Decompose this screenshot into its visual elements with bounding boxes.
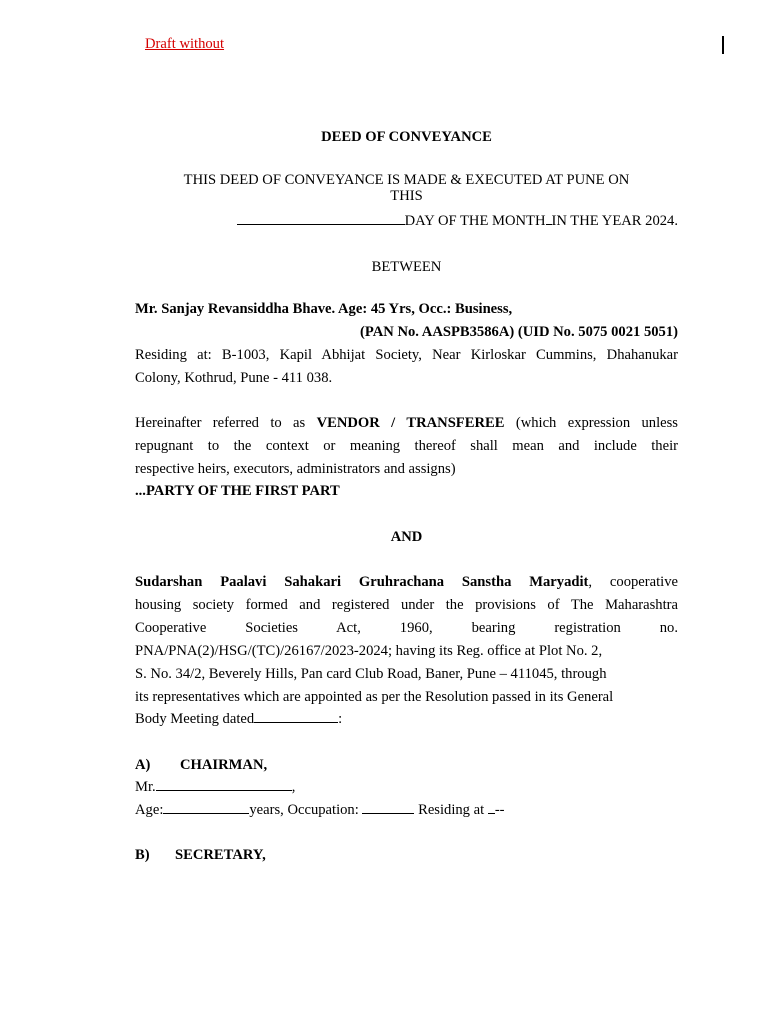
party2-line-1: [135, 571, 678, 594]
deed-year-text: IN THE YEAR 2024.: [551, 213, 678, 229]
day-blank[interactable]: [237, 210, 405, 225]
party1-ref-line-2: repugnant to the context or meaning thereof shall mean and include their: [135, 438, 678, 454]
deed-date-line: [135, 210, 678, 233]
party2-line-4: PNA/PNA(2)/HSG/(TC)/26167/2023-2024; having its Reg. office at Plot No. 2,: [135, 643, 603, 659]
mr-label: Mr.: [135, 779, 156, 795]
ref-suffix: (which expression unless: [504, 415, 678, 431]
chairman-name-line: [135, 776, 678, 799]
party2-line-2: housing society formed and registered under the provisions of The Maharashtra: [135, 597, 678, 613]
party1-address-2: Colony, Kothrud, Pune - 411 038.: [135, 370, 333, 386]
party2-line-3: Cooperative Societies Act, 1960, bearing registration no.: [135, 620, 678, 636]
deed-made-line-2: THIS: [390, 188, 423, 204]
party2-line-6: its representatives which are appointed as per the Resolution passed in its General: [135, 689, 614, 705]
section-a-heading: [135, 754, 678, 777]
vendor-label: VENDOR / TRANSFEREE: [316, 415, 505, 431]
section-b-title: SECRETARY,: [175, 847, 266, 863]
age-blank[interactable]: [163, 799, 249, 814]
party1-ids: (PAN No. AASPB3586A) (UID No. 5075 0021 5051): [360, 324, 678, 340]
deed-made-line-1: THIS DEED OF CONVEYANCE IS MADE & EXECUTED AT PUNE ON: [183, 172, 630, 188]
meeting-dated-label: Body Meeting dated: [135, 711, 255, 727]
deed-title: DEED OF CONVEYANCE: [321, 129, 492, 145]
residing-label: Residing at: [414, 802, 488, 818]
society-name: Sudarshan Paalavi Sahakari Gruhrachana Sanstha Maryadit: [135, 574, 589, 590]
party1-ref-line-1: [135, 412, 678, 435]
mr-comma: ,: [291, 779, 296, 795]
occupation-label: years, Occupation:: [249, 802, 363, 818]
deed-made-line: [135, 172, 678, 204]
meeting-date-blank[interactable]: [254, 708, 338, 723]
text-cursor: [722, 36, 724, 54]
party1-ref-line-3: respective heirs, executors, administrators and assigns): [135, 461, 456, 477]
draft-watermark-label: Draft without: [145, 36, 225, 52]
chairman-details-line: [135, 799, 678, 822]
section-b-heading: [135, 844, 678, 867]
age-label: Age:: [135, 802, 164, 818]
and-heading: AND: [390, 529, 423, 545]
section-a-title: CHAIRMAN,: [180, 757, 268, 773]
party1-address-1: Residing at: B-1003, Kapil Abhijat Society, Near Kirloskar Cummins, Dhahanukar: [135, 347, 678, 363]
ref-prefix: Hereinafter referred to as: [135, 415, 317, 431]
section-b-label: B): [135, 847, 150, 863]
party2-line-7: [135, 708, 678, 731]
party1-label: ...PARTY OF THE FIRST PART: [135, 483, 340, 499]
deed-date-text: DAY OF THE MONTH: [404, 213, 546, 229]
residing-blank[interactable]: [488, 799, 495, 814]
party2-line-5: S. No. 34/2, Beverely Hills, Pan card Club Road, Baner, Pune – 411045, through: [135, 666, 607, 682]
occupation-blank[interactable]: [362, 799, 414, 814]
society-line1-suffix: , cooperative: [588, 574, 678, 590]
residing-dashes: --: [494, 802, 505, 818]
chairman-name-blank[interactable]: [156, 776, 292, 791]
between-heading: BETWEEN: [371, 259, 442, 275]
party1-name: Mr. Sanjay Revansiddha Bhave. Age: 45 Yrs, Occ.: Business,: [135, 301, 513, 317]
meeting-colon: :: [338, 711, 343, 727]
section-a-label: A): [135, 757, 151, 773]
